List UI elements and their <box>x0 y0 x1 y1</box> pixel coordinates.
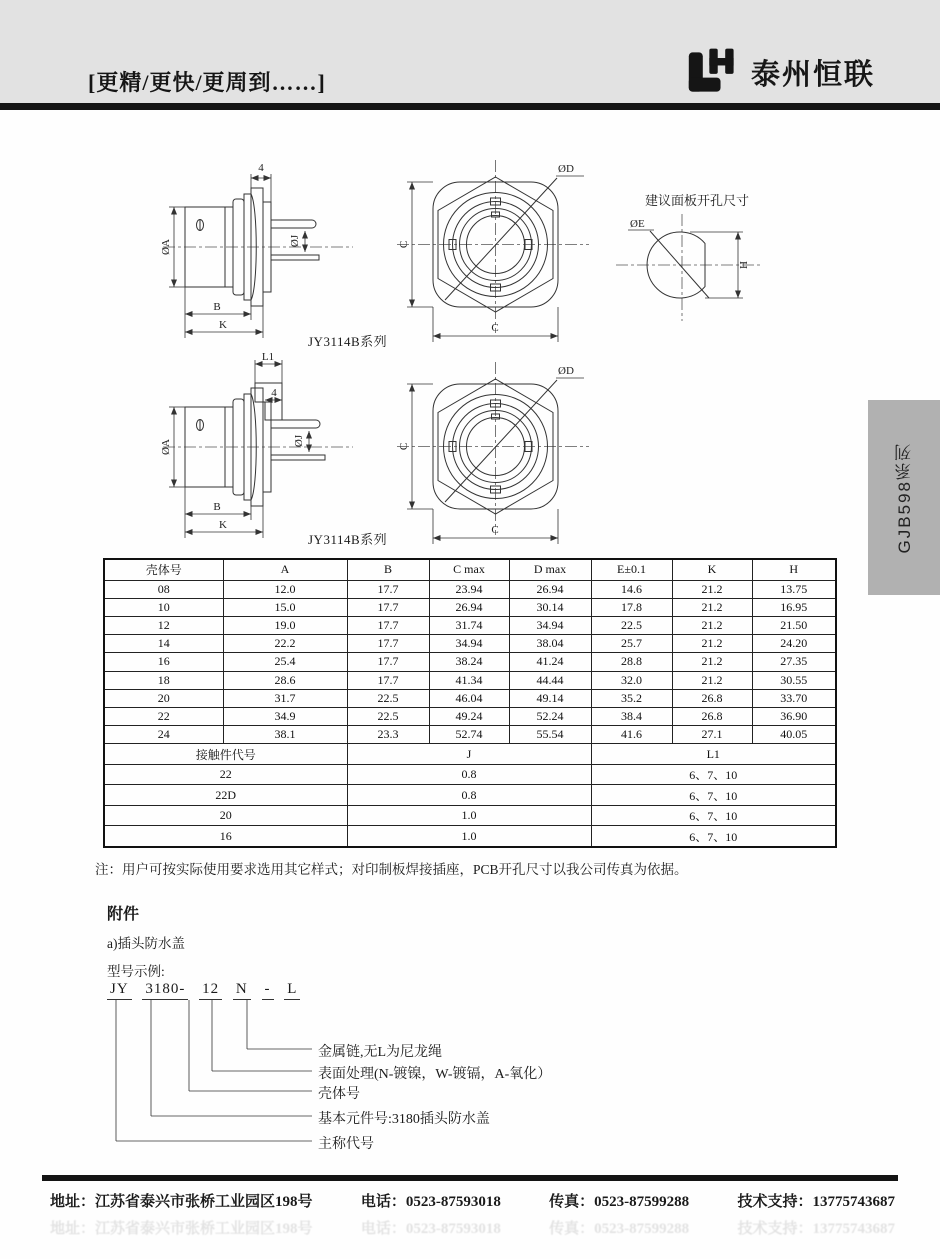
table-cell: 21.2 <box>672 635 752 653</box>
contact-cell: 6、7、10 <box>591 805 836 825</box>
contact-cell: 6、7、10 <box>591 764 836 784</box>
drawing-panel-cutout <box>610 210 785 325</box>
table-cell: 18 <box>104 671 223 689</box>
table-cell: 41.6 <box>591 726 672 744</box>
contact-cell: 6、7、10 <box>591 785 836 805</box>
note-text: 注：用户可按实际使用要求选用其它样式；对印制板焊接插座，PCB开孔尺寸以我公司传真为依据。 <box>95 862 688 877</box>
column-header: D max <box>509 559 591 580</box>
table-cell: 34.9 <box>223 707 347 725</box>
contact-row <box>104 826 836 847</box>
table-row <box>104 689 836 707</box>
tree-label-shell: 壳体号 <box>318 1087 360 1102</box>
table-cell: 16 <box>104 653 223 671</box>
dim-label-phi-a: ØA <box>160 439 172 455</box>
table-cell: 25.7 <box>591 635 672 653</box>
table-cell: 14 <box>104 635 223 653</box>
footer-ghost <box>50 1217 895 1238</box>
table-cell: 17.7 <box>347 616 429 634</box>
dim-label-4: 4 <box>271 387 277 399</box>
table-cell: 31.74 <box>429 616 509 634</box>
table-cell: 46.04 <box>429 689 509 707</box>
contact-cell: 1.0 <box>347 805 591 825</box>
table-cell: 22.5 <box>347 707 429 725</box>
dim-label-l1: L1 <box>261 351 275 363</box>
table-cell: 26.8 <box>672 707 752 725</box>
footer-rule <box>42 1175 898 1181</box>
table-cell: 40.05 <box>752 726 836 744</box>
dimension-table <box>103 558 837 848</box>
contact-cell: 22D <box>104 785 347 805</box>
column-header: B <box>347 559 429 580</box>
panel-cutout-title: 建议面板开孔尺寸 <box>644 193 749 208</box>
dim-label-c-bottom: C <box>491 322 499 334</box>
dim-label-b: B <box>213 501 221 513</box>
table-cell: 55.54 <box>509 726 591 744</box>
table-cell: 23.3 <box>347 726 429 744</box>
table-cell: 28.6 <box>223 671 347 689</box>
code-segment-prefix: JY <box>107 981 132 1000</box>
table-cell: 12 <box>104 616 223 634</box>
table-cell: 33.70 <box>752 689 836 707</box>
table-cell: 21.2 <box>672 653 752 671</box>
contact-row <box>104 785 836 805</box>
table-cell: 27.1 <box>672 726 752 744</box>
brand <box>686 48 875 96</box>
table-cell: 12.0 <box>223 580 347 598</box>
table-cell: 17.7 <box>347 671 429 689</box>
table-cell: 26.94 <box>429 598 509 616</box>
table-cell: 22.5 <box>591 616 672 634</box>
code-segment-dash: - <box>262 981 274 1000</box>
dim-label-c-left: C <box>398 240 410 249</box>
dim-label-4: 4 <box>258 162 264 174</box>
contact-cell: 0.8 <box>347 785 591 805</box>
tree-label-base: 基本元件号:3180插头防水盖 <box>318 1112 490 1127</box>
contact-row <box>104 764 836 784</box>
column-header: E±0.1 <box>591 559 672 580</box>
table-row <box>104 580 836 598</box>
lh-logo-icon <box>686 48 742 96</box>
table-cell: 15.0 <box>223 598 347 616</box>
attachment-heading: 附件 <box>107 906 140 923</box>
table-row <box>104 598 836 616</box>
dim-label-phi-d: ØD <box>558 163 574 175</box>
footer-address: 地址：江苏省泰兴市张桥工业园区198号 <box>50 1194 313 1210</box>
table-cell: 22 <box>104 707 223 725</box>
footer-support: 技术支持：13775743687 <box>737 1194 895 1210</box>
contact-cell: 6、7、10 <box>591 826 836 847</box>
footer-address-ghost: 地址：江苏省泰兴市张桥工业园区198号 <box>50 1221 313 1237</box>
table-row <box>104 616 836 634</box>
table-cell: 30.55 <box>752 671 836 689</box>
table-cell: 32.0 <box>591 671 672 689</box>
dim-label-h: H <box>738 261 750 269</box>
dim-label-phi-d: ØD <box>558 365 574 377</box>
dim-label-k: K <box>219 519 227 531</box>
table-cell: 24.20 <box>752 635 836 653</box>
table-cell: 19.0 <box>223 616 347 634</box>
table-cell: 10 <box>104 598 223 616</box>
table-cell: 23.94 <box>429 580 509 598</box>
column-header: C max <box>429 559 509 580</box>
dim-label-phi-j: ØJ <box>293 434 305 448</box>
table-row <box>104 671 836 689</box>
dim-label-phi-e: ØE <box>630 218 645 230</box>
table-cell: 21.2 <box>672 598 752 616</box>
column-header: A <box>223 559 347 580</box>
column-header: H <box>752 559 836 580</box>
table-cell: 38.1 <box>223 726 347 744</box>
table-cell: 38.4 <box>591 707 672 725</box>
code-segment-finish: N <box>233 981 251 1000</box>
table-header-row <box>104 559 836 580</box>
table-cell: 41.34 <box>429 671 509 689</box>
table-cell: 26.94 <box>509 580 591 598</box>
table-cell: 38.04 <box>509 635 591 653</box>
contact-row <box>104 805 836 825</box>
code-segment-chain: L <box>284 981 300 1000</box>
model-tree-lines <box>100 1000 330 1150</box>
footer-support-ghost: 技术支持：13775743687 <box>737 1221 895 1237</box>
table-cell: 16.95 <box>752 598 836 616</box>
footer <box>50 1190 895 1211</box>
side-tab-label: GJB598系列 <box>894 441 914 554</box>
table-cell: 20 <box>104 689 223 707</box>
tree-label-finish: 表面处理(N-镀镍，W-镀镉，A-氧化） <box>318 1067 552 1082</box>
contact-header-cell: 接触件代号 <box>104 744 347 764</box>
table-row <box>104 635 836 653</box>
code-segment-shell: 12 <box>199 981 222 1000</box>
contact-cell: 20 <box>104 805 347 825</box>
table-cell: 08 <box>104 580 223 598</box>
model-code <box>107 981 307 1000</box>
code-segment-base: 3180- <box>142 981 188 1000</box>
contact-header-row <box>104 744 836 764</box>
dim-label-c-left: C <box>398 442 410 451</box>
table-cell: 25.4 <box>223 653 347 671</box>
contact-cell: 22 <box>104 764 347 784</box>
table-cell: 49.14 <box>509 689 591 707</box>
table-cell: 22.5 <box>347 689 429 707</box>
table-row <box>104 707 836 725</box>
footer-fax-ghost: 传真：0523-87599288 <box>549 1221 690 1237</box>
table-cell: 34.94 <box>509 616 591 634</box>
footer-phone: 电话：0523-87593018 <box>360 1194 501 1210</box>
table-row <box>104 726 836 744</box>
table-cell: 28.8 <box>591 653 672 671</box>
side-tab <box>868 400 940 595</box>
table-cell: 17.8 <box>591 598 672 616</box>
table-cell: 22.2 <box>223 635 347 653</box>
table-cell: 17.7 <box>347 635 429 653</box>
table-cell: 17.7 <box>347 580 429 598</box>
brand-name: 泰州恒联 <box>751 58 876 91</box>
table-cell: 13.75 <box>752 580 836 598</box>
dim-label-c-bottom: C <box>491 524 499 536</box>
contact-cell: 1.0 <box>347 826 591 847</box>
model-example-label: 型号示例: <box>107 964 165 979</box>
table-cell: 21.2 <box>672 580 752 598</box>
header-rule <box>0 103 940 110</box>
table-cell: 17.7 <box>347 598 429 616</box>
contact-header-cell: L1 <box>591 744 836 764</box>
dim-label-phi-a: ØA <box>160 239 172 255</box>
table-cell: 38.24 <box>429 653 509 671</box>
table-cell: 17.7 <box>347 653 429 671</box>
tree-label-prefix: 主称代号 <box>318 1137 374 1152</box>
footer-phone-ghost: 电话：0523-87593018 <box>360 1221 501 1237</box>
table-cell: 24 <box>104 726 223 744</box>
contact-header-cell: J <box>347 744 591 764</box>
dim-label-b: B <box>213 301 221 313</box>
dimension-table-body <box>104 559 836 847</box>
table-cell: 41.24 <box>509 653 591 671</box>
drawing-front-view-2 <box>383 352 598 552</box>
contact-cell: 0.8 <box>347 764 591 784</box>
table-cell: 14.6 <box>591 580 672 598</box>
series-label-1: JY3114B系列 <box>308 334 388 349</box>
column-header: K <box>672 559 752 580</box>
table-cell: 35.2 <box>591 689 672 707</box>
drawing-front-view-1 <box>383 150 598 350</box>
table-cell: 52.24 <box>509 707 591 725</box>
footer-fax: 传真：0523-87599288 <box>549 1194 690 1210</box>
table-cell: 21.2 <box>672 616 752 634</box>
dim-label-phi-j: ØJ <box>289 234 301 248</box>
table-cell: 21.50 <box>752 616 836 634</box>
table-cell: 36.90 <box>752 707 836 725</box>
table-cell: 26.8 <box>672 689 752 707</box>
table-cell: 34.94 <box>429 635 509 653</box>
series-label-2: JY3114B系列 <box>308 532 388 547</box>
header-slogan: [更精/更快/更周到……] <box>88 70 326 95</box>
table-cell: 30.14 <box>509 598 591 616</box>
dim-label-k: K <box>219 319 227 331</box>
attachment-item-a: a)插头防水盖 <box>107 936 185 951</box>
contact-cell: 16 <box>104 826 347 847</box>
table-cell: 27.35 <box>752 653 836 671</box>
column-header: 壳体号 <box>104 559 223 580</box>
table-cell: 52.74 <box>429 726 509 744</box>
table-cell: 31.7 <box>223 689 347 707</box>
table-cell: 49.24 <box>429 707 509 725</box>
table-row <box>104 653 836 671</box>
tree-label-chain: 金属链,无L为尼龙绳 <box>318 1045 443 1060</box>
table-cell: 44.44 <box>509 671 591 689</box>
table-cell: 21.2 <box>672 671 752 689</box>
